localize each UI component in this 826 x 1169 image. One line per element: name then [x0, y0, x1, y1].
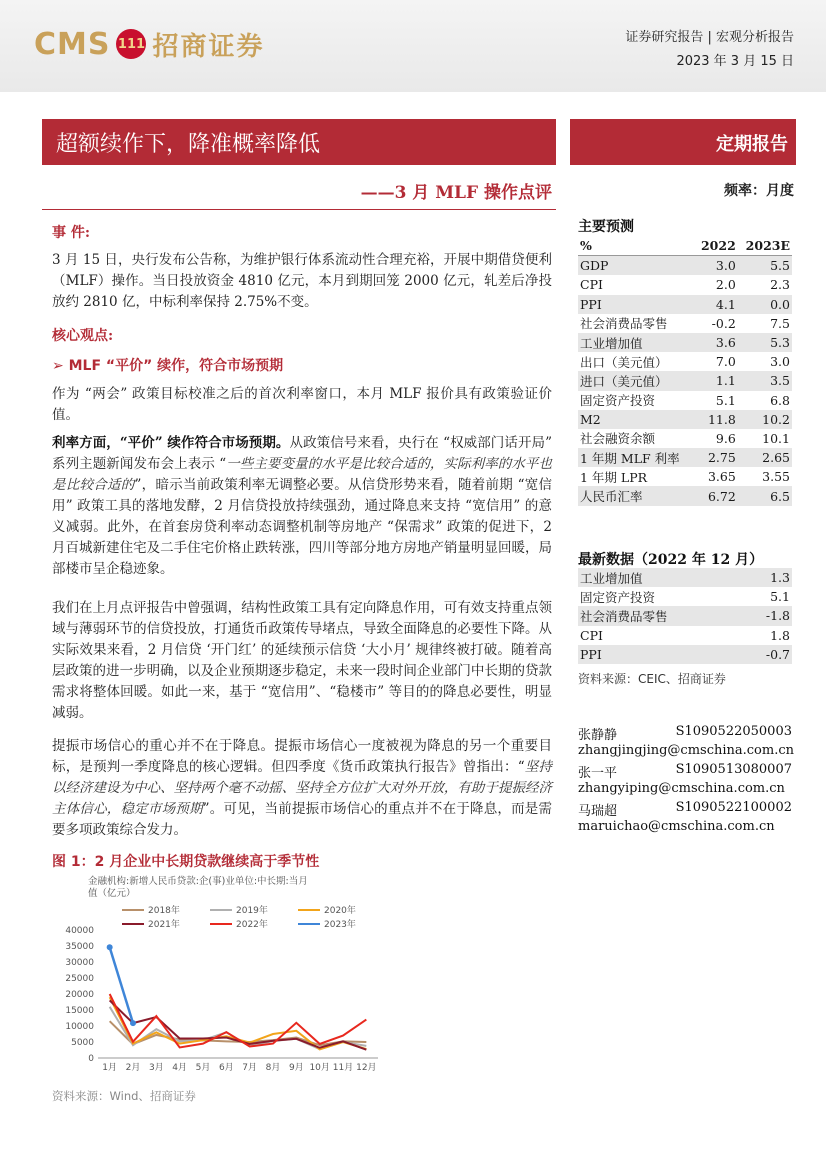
legend-label: 2022年	[236, 920, 268, 930]
forecast-indicator: 1 年期 LPR	[580, 469, 648, 485]
forecast-value: 10.2	[738, 410, 792, 429]
latest-heading: 最新数据（2022 年 12 月）	[578, 552, 764, 568]
forecast-value: 2.0	[715, 277, 736, 293]
event-text: 3 月 15 日，央行发布公告称，为维护银行体系流动性合理充裕，开展中期借贷便利（MLF）操作。当日投放资金 4810 亿元，本月到期回笼 2000 亿元，轧差后净投放约 2810 亿，中标利率保持 2.75%不变。	[52, 252, 552, 310]
forecast-indicator: GDP	[578, 256, 694, 276]
forecast-row	[578, 467, 792, 486]
figure-source: 资料来源：Wind、招商证券	[52, 1089, 196, 1103]
core-para-1: 作为 “两会” 政策目标校准之后的首次利率窗口，本月 MLF 报价具有政策验证价值。	[52, 386, 552, 423]
forecast-value: 5.1	[715, 392, 736, 408]
forecast-row	[578, 295, 792, 314]
analyst-row	[578, 724, 792, 743]
forecast-value: 3.65	[707, 469, 736, 485]
forecast-table	[578, 236, 792, 506]
analyst-license: S1090522100002	[675, 800, 792, 815]
x-tick-label: 6月	[218, 1063, 234, 1073]
forecast-value: 6.8	[770, 392, 790, 408]
logo-emblem-text: 111	[117, 36, 146, 52]
analyst-row	[578, 800, 792, 819]
forecast-row	[578, 352, 792, 371]
report-frequency: 频率：月度	[724, 183, 794, 199]
latest-value: 5.1	[770, 589, 790, 605]
latest-row	[578, 626, 792, 645]
legend-label: 2023年	[324, 920, 356, 930]
latest-row	[578, 606, 792, 625]
forecast-value: 0.0	[738, 295, 792, 314]
forecast-value: 2.3	[770, 277, 790, 293]
forecast-value: 7.5	[770, 315, 790, 331]
analyst-name: 张静静	[578, 728, 618, 743]
analyst-name: 张一平	[578, 766, 618, 781]
core-bullet: ➢ MLF “平价” 续作，符合市场预期	[52, 358, 284, 374]
forecast-col-header: 2022	[694, 236, 738, 256]
core-para-4	[52, 736, 552, 841]
chart-title: 金融机构:新增人民币贷款:企(事)业单位:中长期:当月	[88, 876, 308, 887]
forecast-indicator: 社会消费品零售	[580, 316, 668, 332]
x-tick-label: 5月	[195, 1063, 211, 1073]
forecast-value: 6.5	[738, 486, 792, 505]
x-tick-label: 4月	[172, 1063, 188, 1073]
forecast-indicator: 社会融资余额	[580, 431, 656, 447]
x-tick-label: 3月	[148, 1063, 164, 1073]
forecast-row	[578, 333, 792, 352]
series-line	[110, 994, 367, 1047]
forecast-row	[578, 314, 792, 333]
latest-table	[578, 568, 792, 664]
forecast-col-header: 2023E	[738, 236, 792, 256]
event-heading: 事 件:	[52, 225, 91, 241]
para-4-quote: 坚持以经济建设为中心、坚持两个毫不动摇、坚持全方位扩大对外开放，有助于提振经济主体信心，稳定市场预期	[52, 759, 553, 817]
forecast-row	[578, 256, 792, 276]
core-para-2	[52, 433, 552, 580]
para-2-part-b: ”，暗示当前政策利率无调整必要。从信贷形势来看，随着前期 “宽信用” 政策工具的落地发酵，2 月信贷投放持续强劲，通过降息来支持 “宽信用” 的意义减弱。此外，在首套房贷利率动态调整机制等房地产 “保需求” 政策的促进下，2 月百城新建住宅及二手住宅价格止跌转涨，四川等部分地方房地产销量明显回暖，局部楼市呈企稳迹象。	[52, 477, 553, 577]
y-tick-label: 35000	[65, 942, 94, 952]
forecast-indicator: 人民币汇率	[578, 486, 694, 505]
latest-value: 1.3	[742, 568, 792, 587]
x-tick-label: 11月	[332, 1063, 354, 1073]
para-4-part-b: ”。可见，当前提振市场信心的重点并不在于降息，而是需要多项政策综合发力。	[52, 801, 552, 838]
analyst-email[interactable]: maruichao@cmschina.com.cn	[578, 819, 775, 834]
forecast-heading: 主要预测	[578, 219, 634, 235]
forecast-row	[578, 429, 792, 448]
para-2-quote: 一些主要变量的水平是比较合适的，实际利率的水平也是比较合适的	[52, 456, 553, 493]
report-date: 2023 年 3 月 15 日	[676, 54, 794, 69]
latest-source: 资料来源：CEIC、招商证券	[578, 672, 726, 686]
latest-value: -1.8	[742, 606, 792, 625]
series-line	[110, 1007, 367, 1049]
forecast-value: 5.5	[738, 256, 792, 276]
figure-chart	[52, 872, 386, 1082]
core-heading: 核心观点:	[52, 328, 114, 344]
x-tick-label: 10月	[309, 1063, 330, 1073]
forecast-value: 3.0	[770, 354, 790, 370]
forecast-value: 6.72	[694, 486, 738, 505]
x-tick-label: 7月	[242, 1063, 258, 1073]
forecast-indicator: 进口（美元值）	[578, 371, 694, 390]
forecast-value: 10.1	[762, 430, 790, 446]
report-title: 超额续作下，降准概率降低	[56, 132, 321, 157]
legend-label: 2021年	[148, 920, 180, 930]
forecast-indicator: 工业增加值	[578, 333, 694, 352]
divider	[42, 209, 556, 210]
y-tick-label: 10000	[65, 1022, 94, 1032]
figure-title: 图 1：2 月企业中长期贷款继续高于季节性	[52, 854, 320, 870]
report-subtitle: ——3 月 MLF 操作点评	[360, 183, 552, 203]
forecast-indicator: CPI	[580, 277, 603, 293]
y-tick-label: 15000	[65, 1006, 94, 1016]
analyst-row	[578, 762, 792, 781]
latest-row	[578, 587, 792, 606]
forecast-value: -0.2	[711, 315, 736, 331]
legend-label: 2018年	[148, 906, 180, 916]
y-tick-label: 25000	[65, 974, 94, 984]
para-2-lead: 利率方面，“平价” 续作符合市场预期。	[52, 435, 290, 451]
forecast-value: 11.8	[694, 410, 738, 429]
latest-value: -0.7	[742, 645, 792, 664]
y-tick-label: 40000	[65, 926, 94, 936]
forecast-indicator: 1 年期 MLF 利率	[578, 448, 694, 467]
analyst-license: S1090522050003	[675, 724, 792, 739]
forecast-indicator: M2	[578, 410, 694, 429]
series-point	[107, 944, 113, 950]
report-type: 证券研究报告 | 宏观分析报告	[625, 30, 794, 45]
forecast-indicator: PPI	[578, 295, 694, 314]
latest-row	[578, 568, 792, 587]
x-tick-label: 9月	[288, 1063, 304, 1073]
x-tick-label: 2月	[125, 1063, 141, 1073]
forecast-value: 3.55	[762, 469, 790, 485]
logo-chinese: 招商证券	[152, 31, 265, 62]
forecast-value: 1.1	[694, 371, 738, 390]
forecast-col-header: %	[578, 236, 694, 256]
x-tick-label: 12月	[356, 1063, 377, 1073]
series-point	[130, 1020, 136, 1026]
analyst-email[interactable]: zhangyiping@cmschina.com.cn	[578, 781, 785, 796]
forecast-row	[578, 371, 792, 390]
forecast-row	[578, 275, 792, 294]
forecast-row	[578, 410, 792, 429]
forecast-value: 9.6	[715, 430, 736, 446]
x-tick-label: 8月	[265, 1063, 281, 1073]
logo-latin: CMS	[34, 26, 111, 62]
logo-emblem-icon	[116, 29, 146, 59]
forecast-value: 2.75	[694, 448, 738, 467]
para-4-part-a: 提振市场信心的重心并不在于降息。提振市场信心一度被视为降息的另一个重要目标，是预判一季度降息的核心逻辑。但四季度《货币政策执行报告》曾指出：“	[52, 738, 552, 775]
y-tick-label: 0	[88, 1054, 94, 1064]
latest-indicator: PPI	[578, 645, 742, 664]
forecast-row	[578, 391, 792, 410]
analyst-name: 马瑞超	[578, 804, 618, 819]
forecast-header-row	[578, 236, 792, 256]
analyst-list	[578, 724, 792, 838]
forecast-value: 4.1	[694, 295, 738, 314]
forecast-value: 5.3	[738, 333, 792, 352]
legend-label: 2020年	[324, 906, 356, 916]
forecast-indicator: 固定资产投资	[580, 393, 656, 409]
forecast-value: 2.65	[738, 448, 792, 467]
y-tick-label: 20000	[65, 990, 94, 1000]
chart-title-line-2: 值（亿元）	[88, 888, 136, 899]
latest-indicator: CPI	[580, 627, 603, 643]
forecast-row	[578, 486, 792, 505]
page-header	[0, 0, 826, 92]
forecast-indicator: 出口（美元值）	[580, 354, 668, 370]
x-tick-label: 1月	[102, 1063, 118, 1073]
forecast-value: 7.0	[715, 354, 736, 370]
legend-label: 2019年	[236, 906, 268, 916]
line-chart	[52, 872, 386, 1082]
latest-indicator: 工业增加值	[578, 568, 742, 587]
latest-indicator: 社会消费品零售	[578, 606, 742, 625]
analyst-email[interactable]: zhangjingjing@cmschina.com.cn	[578, 743, 794, 758]
y-tick-label: 5000	[71, 1038, 94, 1048]
cms-logo	[34, 24, 265, 64]
latest-indicator: 固定资产投资	[580, 589, 656, 605]
analyst-license: S1090513080007	[675, 762, 792, 777]
y-tick-label: 30000	[65, 958, 94, 968]
core-para-3: 我们在上月点评报告中曾强调，结构性政策工具有定向降息作用，可有效支持重点领域与薄弱环节的信贷投放，打通货币政策传导堵点，导致全面降息的必要性下降。从实际效果来看，2 月信贷 ‘开门红’ 的延续预示信贷 ‘大小月’ 规律终被打破。随着高层政策的进一步明确，以及企业预期逐步稳定，未来一段时间企业部门中长期的贷款需求将整体回暖。如此一来，基于 “宽信用”、“稳楼市” 等目的的降息必要性，明显减弱。	[52, 600, 552, 721]
report-tag: 定期报告	[716, 134, 788, 155]
tag-bar	[570, 119, 796, 165]
latest-row	[578, 645, 792, 664]
forecast-value: 3.6	[694, 333, 738, 352]
forecast-value: 3.5	[738, 371, 792, 390]
forecast-row	[578, 448, 792, 467]
latest-value: 1.8	[770, 627, 790, 643]
forecast-value: 3.0	[694, 256, 738, 276]
para-2-part-a: 从政策信号来看，央行在 “权威部门话开局” 系列主题新闻发布会上表示 “	[52, 435, 552, 472]
title-bar	[42, 119, 556, 165]
